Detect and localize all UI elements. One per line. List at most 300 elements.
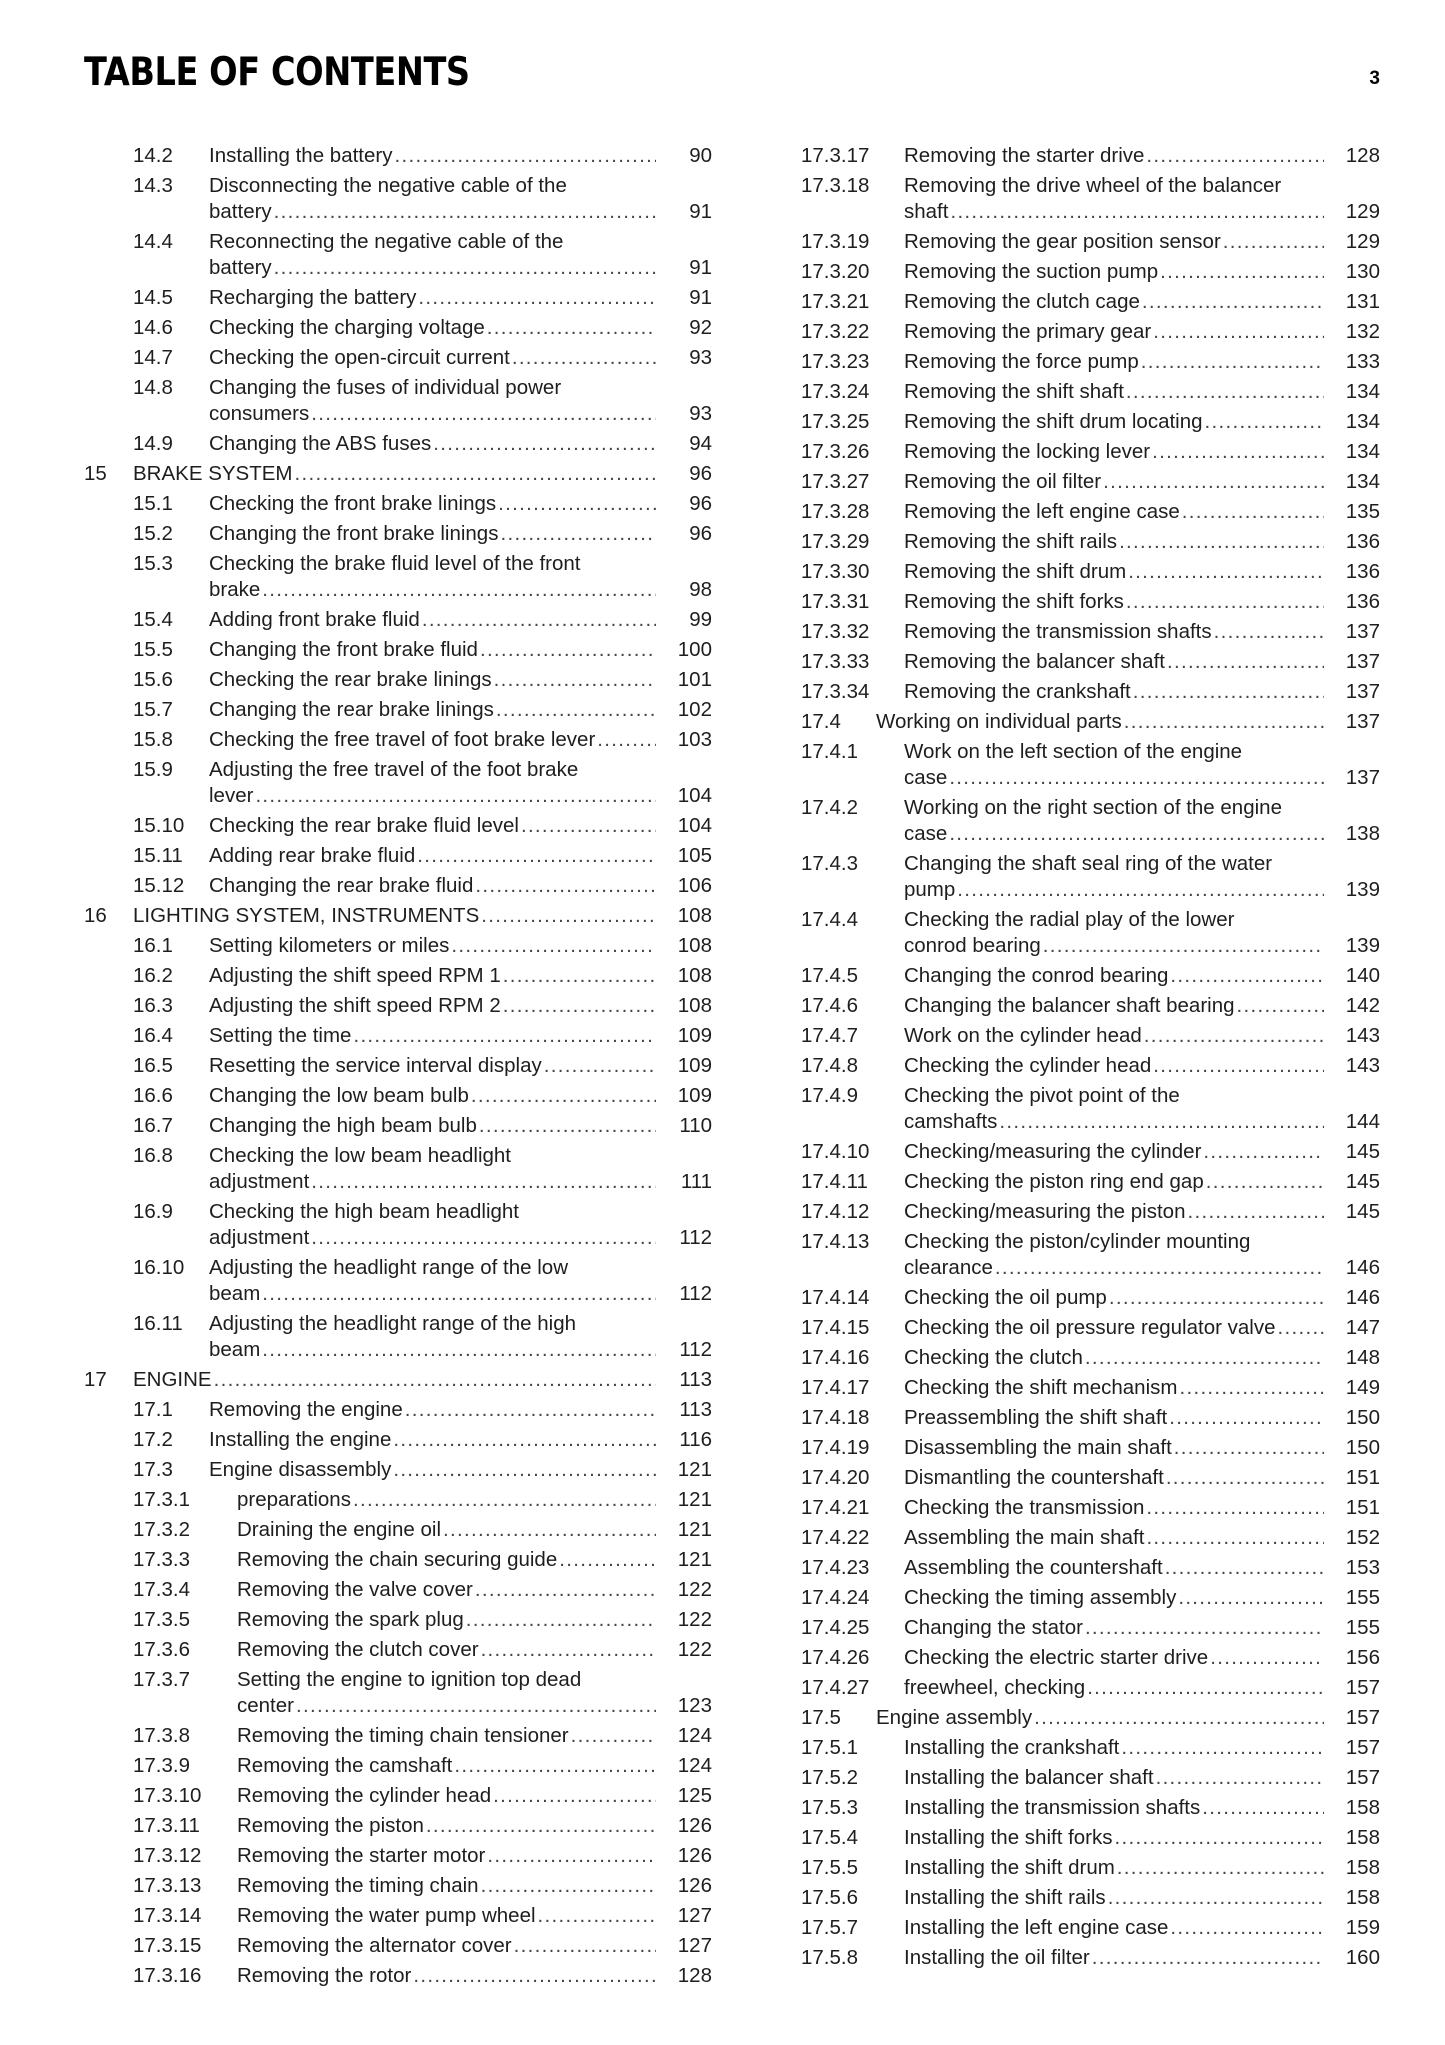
toc-entry-page: 136 [1345, 530, 1380, 553]
toc-entry-page: 129 [1345, 200, 1380, 223]
toc-entry-page: 142 [1345, 994, 1380, 1017]
toc-entry-number: 17.3.17 [801, 144, 870, 167]
toc-entry-page: 91 [689, 256, 712, 279]
toc-entry-title: battery [209, 256, 272, 279]
dot-leader [353, 1487, 656, 1513]
toc-entry-title: case [904, 766, 948, 789]
toc-entry-number: 17.3.15 [133, 1934, 202, 1957]
toc-entry-title: Checking the front brake linings [209, 492, 497, 515]
toc-entry-page: 151 [1345, 1496, 1380, 1519]
toc-entry-title: case [904, 822, 948, 845]
toc-entry-title: center [237, 1694, 294, 1717]
dot-leader [1043, 933, 1324, 959]
toc-entry-title: Removing the piston [237, 1814, 424, 1837]
dot-leader [481, 903, 656, 929]
toc-entry-number: 14.9 [133, 432, 173, 455]
dot-leader [1202, 1795, 1324, 1821]
toc-entry-page: 91 [689, 200, 712, 223]
toc-entry-title: Draining the engine oil [237, 1518, 441, 1541]
toc-entry-page: 103 [677, 728, 712, 751]
toc-entry-title: Checking/measuring the piston [904, 1200, 1186, 1223]
toc-entry-page: 96 [689, 462, 712, 485]
toc-entry-title: Checking the piston ring end gap [904, 1170, 1204, 1193]
toc-entry-title: Assembling the main shaft [904, 1526, 1145, 1549]
toc-entry-title: Changing the conrod bearing [904, 964, 1169, 987]
toc-entry-title: camshafts [904, 1110, 998, 1133]
toc-entry-title: Installing the oil filter [904, 1946, 1090, 1969]
page-title: TABLE OF CONTENTS [84, 50, 470, 95]
toc-entry-page: 109 [677, 1024, 712, 1047]
toc-entry-title: Working on the right section of the engine [904, 796, 1282, 819]
dot-leader [521, 813, 656, 839]
toc-entry-title: Checking the radial play of the lower [904, 908, 1235, 931]
toc-entry-title: Removing the balancer shaft [904, 650, 1165, 673]
toc-entry-number: 15.1 [133, 492, 173, 515]
toc-entry-page: 149 [1345, 1376, 1380, 1399]
page-header [84, 50, 1380, 100]
dot-leader [1119, 529, 1324, 555]
dot-leader [274, 199, 656, 225]
toc-entry-number: 17.3 [133, 1458, 173, 1481]
dot-leader [1156, 1765, 1324, 1791]
toc-entry-number: 16.2 [133, 964, 173, 987]
toc-entry-page: 156 [1345, 1646, 1380, 1669]
dot-leader [999, 1109, 1324, 1135]
dot-leader [957, 877, 1324, 903]
toc-entry-number: 17.3.5 [133, 1608, 190, 1631]
toc-entry-number: 17.5.3 [801, 1796, 858, 1819]
toc-entry-title: Removing the clutch cage [904, 290, 1140, 313]
toc-entry-title: Removing the transmission shafts [904, 620, 1212, 643]
toc-entry-title: Installing the left engine case [904, 1916, 1169, 1939]
toc-entry-page: 139 [1345, 934, 1380, 957]
dot-leader [1128, 559, 1324, 585]
dot-leader [1124, 709, 1324, 735]
toc-entry-page: 126 [677, 1814, 712, 1837]
toc-entry-page: 111 [680, 1170, 712, 1193]
dot-leader [417, 843, 656, 869]
toc-entry-page: 104 [677, 784, 712, 807]
toc-entry-title: Changing the rear brake linings [209, 698, 494, 721]
toc-entry-title: Checking the transmission [904, 1496, 1145, 1519]
toc-entry-page: 134 [1345, 410, 1380, 433]
toc-entry-title: Changing the low beam bulb [209, 1084, 469, 1107]
toc-entry-number: 17.3.23 [801, 350, 870, 373]
toc-entry-title: Removing the left engine case [904, 500, 1180, 523]
toc-entry-title: Checking the cylinder head [904, 1054, 1152, 1077]
toc-entry-number: 17.4.14 [801, 1286, 870, 1309]
toc-entry-number: 16.4 [133, 1024, 173, 1047]
dot-leader [296, 1693, 656, 1719]
toc-entry-title: Changing the ABS fuses [209, 432, 432, 455]
toc-entry-page: 99 [689, 608, 712, 631]
toc-entry-title: Installing the shift forks [904, 1826, 1113, 1849]
dot-leader [443, 1517, 656, 1543]
toc-entry-page: 112 [679, 1338, 712, 1361]
toc-entry-number: 17.4.18 [801, 1406, 870, 1429]
toc-entry-title: Removing the suction pump [904, 260, 1159, 283]
toc-entry-page: 112 [679, 1226, 712, 1249]
toc-entry-number: 15.5 [133, 638, 173, 661]
toc-entry-number: 17.4.16 [801, 1346, 870, 1369]
dot-leader [1108, 1885, 1324, 1911]
dot-leader [475, 1577, 656, 1603]
dot-leader [493, 1783, 656, 1809]
toc-entry-number: 17.3.18 [801, 174, 870, 197]
toc-entry-page: 93 [689, 402, 712, 425]
toc-entry-page: 157 [1345, 1706, 1380, 1729]
dot-leader [1115, 1825, 1324, 1851]
dot-leader [1133, 679, 1324, 705]
dot-leader [433, 431, 656, 457]
toc-entry-number: 17.5.2 [801, 1766, 858, 1789]
dot-leader [394, 143, 656, 169]
dot-leader [1141, 349, 1324, 375]
toc-entry-title: Installing the crankshaft [904, 1736, 1120, 1759]
toc-entry-number: 17.5.1 [801, 1736, 858, 1759]
dot-leader [451, 933, 656, 959]
toc-entry-number: 17.3.1 [133, 1488, 190, 1511]
toc-entry-page: 145 [1345, 1170, 1380, 1193]
toc-entry-title: Changing the shaft seal ring of the water [904, 852, 1273, 875]
toc-entry-title: Removing the oil filter [904, 470, 1102, 493]
dot-leader [426, 1813, 656, 1839]
dot-leader [413, 1963, 656, 1989]
toc-entry-page: 106 [677, 874, 712, 897]
toc-entry-page: 122 [677, 1608, 712, 1631]
toc-entry-title: ENGINE [133, 1368, 212, 1391]
toc-entry-title: Checking the pivot point of the [904, 1084, 1180, 1107]
toc-entry-number: 17.3.8 [133, 1724, 190, 1747]
toc-entry-page: 108 [677, 994, 712, 1017]
toc-entry-page: 158 [1345, 1856, 1380, 1879]
toc-entry-title: Removing the engine [209, 1398, 403, 1421]
toc-entry-page: 100 [677, 638, 712, 661]
toc-entry-number: 17.3.10 [133, 1784, 202, 1807]
dot-leader [481, 1873, 656, 1899]
dot-leader [597, 727, 656, 753]
dot-leader [1087, 1675, 1324, 1701]
dot-leader [1210, 1645, 1324, 1671]
dot-leader [1160, 259, 1324, 285]
toc-entry-number: 17.4.4 [801, 908, 858, 931]
toc-entry-number: 17.3.27 [801, 470, 870, 493]
dot-leader [1170, 1915, 1324, 1941]
toc-entry-number: 14.5 [133, 286, 173, 309]
dot-leader [466, 1607, 656, 1633]
dot-leader [1169, 1405, 1324, 1431]
toc-entry-title: Removing the shift rails [904, 530, 1118, 553]
toc-entry-title: Removing the starter motor [237, 1844, 486, 1867]
toc-entry-number: 17.3.25 [801, 410, 870, 433]
toc-entry-number: 16.7 [133, 1114, 173, 1137]
toc-entry-title: Setting the time [209, 1024, 352, 1047]
dot-leader [1203, 1139, 1324, 1165]
toc-entry-title: Removing the shift shaft [904, 380, 1124, 403]
toc-entry-title: Checking/measuring the cylinder [904, 1140, 1202, 1163]
toc-entry-page: 152 [1345, 1526, 1380, 1549]
toc-entry-title: Removing the locking lever [904, 440, 1151, 463]
toc-entry-title: Setting kilometers or miles [209, 934, 450, 957]
dot-leader [353, 1023, 656, 1049]
toc-entry-page: 143 [1345, 1054, 1380, 1077]
dot-leader [480, 637, 656, 663]
toc-entry-page: 93 [689, 346, 712, 369]
toc-entry-title: Removing the clutch cover [237, 1638, 479, 1661]
toc-entry-page: 150 [1345, 1436, 1380, 1459]
toc-entry-number: 17.4.17 [801, 1376, 870, 1399]
dot-leader [503, 993, 656, 1019]
dot-leader [1174, 1435, 1324, 1461]
dot-leader [1034, 1705, 1324, 1731]
dot-leader [995, 1255, 1324, 1281]
toc-entry-title: clearance [904, 1256, 993, 1279]
toc-entry-title: Installing the balancer shaft [904, 1766, 1154, 1789]
toc-entry-number: 17.4.11 [801, 1170, 868, 1193]
toc-entry-number: 16.11 [133, 1312, 183, 1335]
dot-leader [1237, 993, 1324, 1019]
toc-entry-number: 17.5 [801, 1706, 841, 1729]
toc-entry-number: 17.4.15 [801, 1316, 870, 1339]
toc-entry-title: Checking the shift mechanism [904, 1376, 1178, 1399]
dot-leader [1206, 1169, 1324, 1195]
dot-leader [1152, 439, 1324, 465]
dot-leader [295, 461, 657, 487]
toc-entry-page: 122 [677, 1638, 712, 1661]
toc-entry-title: Checking the low beam headlight [209, 1144, 511, 1167]
dot-leader [1167, 649, 1324, 675]
dot-leader [1146, 143, 1324, 169]
toc-entry-title: Installing the battery [209, 144, 393, 167]
toc-entry-number: 17.3.19 [801, 230, 870, 253]
toc-entry-number: 15 [84, 462, 107, 485]
dot-leader [500, 521, 656, 547]
dot-leader [255, 783, 656, 809]
toc-entry-number: 15.12 [133, 874, 185, 897]
toc-entry-title: Disconnecting the negative cable of the [209, 174, 567, 197]
toc-entry-page: 145 [1345, 1200, 1380, 1223]
toc-entry-number: 17.3.26 [801, 440, 870, 463]
toc-entry-number: 17.4.7 [801, 1024, 858, 1047]
toc-entry-title: Preassembling the shift shaft [904, 1406, 1168, 1429]
dot-leader [949, 765, 1324, 791]
toc-entry-title: Checking the clutch [904, 1346, 1083, 1369]
toc-entry-title: Checking the brake fluid level of the front [209, 552, 581, 575]
toc-entry-page: 123 [677, 1694, 712, 1717]
toc-entry-title: Resetting the service interval display [209, 1054, 542, 1077]
dot-leader [1126, 589, 1324, 615]
toc-entry-title: LIGHTING SYSTEM, INSTRUMENTS [133, 904, 480, 927]
toc-entry-number: 14.7 [133, 346, 173, 369]
toc-entry-page: 137 [1345, 650, 1380, 673]
toc-entry-page: 143 [1345, 1024, 1380, 1047]
toc-entry-page: 158 [1345, 1826, 1380, 1849]
toc-entry-title: Adjusting the headlight range of the high [209, 1312, 576, 1335]
toc-entry-page: 96 [689, 492, 712, 515]
toc-entry-title: Dismantling the countershaft [904, 1466, 1164, 1489]
dot-leader [262, 1337, 656, 1363]
toc-entry-number: 17.3.9 [133, 1754, 190, 1777]
dot-leader [262, 577, 656, 603]
toc-entry-page: 121 [677, 1518, 712, 1541]
toc-entry-title: Reconnecting the negative cable of the [209, 230, 564, 253]
toc-entry-title: Changing the high beam bulb [209, 1114, 477, 1137]
dot-leader [949, 821, 1324, 847]
toc-entry-number: 17.3.22 [801, 320, 870, 343]
dot-leader [1085, 1615, 1324, 1641]
toc-entry-title: Adjusting the shift speed RPM 1 [209, 964, 501, 987]
dot-leader [487, 315, 656, 341]
toc-entry-number: 17.3.30 [801, 560, 870, 583]
toc-entry-title: adjustment [209, 1170, 310, 1193]
toc-entry-page: 160 [1345, 1946, 1380, 1969]
toc-entry-title: Removing the valve cover [237, 1578, 473, 1601]
toc-entry-page: 121 [677, 1488, 712, 1511]
toc-entry-title: Working on individual parts [876, 710, 1122, 733]
toc-entry-number: 17.5.4 [801, 1826, 858, 1849]
dot-leader [405, 1397, 656, 1423]
toc-entry-title: brake [209, 578, 261, 601]
toc-entry-page: 157 [1345, 1766, 1380, 1789]
page-number: 3 [1369, 68, 1380, 89]
toc-entry-number: 17.3.16 [133, 1964, 202, 1987]
toc-entry-number: 14.4 [133, 230, 173, 253]
toc-entry-number: 17.3.7 [133, 1668, 190, 1691]
toc-entry-title: Adjusting the headlight range of the low [209, 1256, 569, 1279]
toc-entry-page: 133 [1345, 350, 1380, 373]
toc-entry-title: Recharging the battery [209, 286, 417, 309]
dot-leader [1085, 1345, 1324, 1371]
toc-entry-title: Checking the oil pump [904, 1286, 1107, 1309]
dot-leader [1214, 619, 1324, 645]
toc-entry-title: adjustment [209, 1226, 310, 1249]
toc-entry-page: 108 [677, 904, 712, 927]
dot-leader [418, 285, 656, 311]
toc-entry-number: 17.3.21 [801, 290, 870, 313]
toc-entry-title: Changing the fuses of individual power [209, 376, 562, 399]
toc-entry-page: 128 [677, 1964, 712, 1987]
toc-entry-page: 134 [1345, 380, 1380, 403]
toc-entry-title: Disassembling the main shaft [904, 1436, 1172, 1459]
toc-entry-title: Removing the shift forks [904, 590, 1124, 613]
dot-leader [1153, 319, 1324, 345]
toc-entry-number: 17.4.23 [801, 1556, 870, 1579]
toc-entry-page: 96 [689, 522, 712, 545]
dot-leader [1153, 1053, 1324, 1079]
toc-entry-page: 113 [679, 1398, 712, 1421]
toc-entry-title: Adding front brake fluid [209, 608, 420, 631]
toc-entry-title: Removing the force pump [904, 350, 1139, 373]
dot-leader [1166, 1465, 1324, 1491]
toc-entry-title: Adjusting the free travel of the foot brake [209, 758, 579, 781]
toc-entry-page: 146 [1345, 1256, 1380, 1279]
toc-entry-number: 17.3.2 [133, 1518, 190, 1541]
toc-entry-number: 17.4.25 [801, 1616, 870, 1639]
toc-entry-title: Removing the primary gear [904, 320, 1152, 343]
toc-entry-title: Checking the free travel of foot brake lever [209, 728, 596, 751]
toc-entry-title: Removing the chain securing guide [237, 1548, 558, 1571]
toc-entry-title: Changing the balancer shaft bearing [904, 994, 1235, 1017]
toc-entry-title: Setting the engine to ignition top dead [237, 1668, 582, 1691]
toc-entry-number: 16.9 [133, 1200, 173, 1223]
toc-entry-page: 137 [1345, 710, 1380, 733]
toc-entry-number: 17.4.12 [801, 1200, 870, 1223]
toc-entry-number: 15.7 [133, 698, 173, 721]
toc-entry-number: 17.4.26 [801, 1646, 870, 1669]
toc-entry-title: Adding rear brake fluid [209, 844, 416, 867]
toc-entry-page: 125 [677, 1784, 712, 1807]
dot-leader [1187, 1199, 1324, 1225]
toc-entry-number: 16 [84, 904, 107, 927]
toc-entry-title: Removing the cylinder head [237, 1784, 492, 1807]
toc-entry-number: 15.8 [133, 728, 173, 751]
toc-entry-title: Changing the rear brake fluid [209, 874, 474, 897]
toc-entry-number: 17.5.8 [801, 1946, 858, 1969]
toc-entry-number: 17.3.14 [133, 1904, 202, 1927]
toc-entry-page: 105 [677, 844, 712, 867]
toc-entry-page: 158 [1345, 1796, 1380, 1819]
toc-entry-title: Removing the crankshaft [904, 680, 1131, 703]
toc-entry-title: Installing the transmission shafts [904, 1796, 1201, 1819]
toc-entry-number: 17.3.20 [801, 260, 870, 283]
dot-leader [1223, 229, 1324, 255]
toc-entry-title: Removing the camshaft [237, 1754, 453, 1777]
dot-leader [471, 1083, 656, 1109]
toc-entry-page: 116 [679, 1428, 712, 1451]
dot-leader [262, 1281, 656, 1307]
toc-entry-title: Removing the timing chain [237, 1874, 479, 1897]
dot-leader [487, 1843, 656, 1869]
dot-leader [1144, 1023, 1324, 1049]
toc-entry-page: 131 [1345, 290, 1380, 313]
toc-entry-page: 158 [1345, 1886, 1380, 1909]
toc-entry-number: 16.6 [133, 1084, 173, 1107]
dot-leader [1178, 1585, 1324, 1611]
toc-entry-page: 126 [677, 1844, 712, 1867]
toc-entry-page: 148 [1345, 1346, 1380, 1369]
toc-entry-number: 17.3.28 [801, 500, 870, 523]
toc-entry-page: 159 [1345, 1916, 1380, 1939]
toc-entry-page: 137 [1345, 620, 1380, 643]
dot-leader [571, 1723, 656, 1749]
toc-entry-page: 146 [1345, 1286, 1380, 1309]
dot-leader [1126, 379, 1324, 405]
toc-entry-title: Removing the rotor [237, 1964, 412, 1987]
toc-entry-title: Checking the oil pressure regulator valve [904, 1316, 1276, 1339]
toc-entry-number: 15.10 [133, 814, 185, 837]
toc-entry-page: 127 [677, 1904, 712, 1927]
toc-entry-number: 17.5.7 [801, 1916, 858, 1939]
toc-entry-title: Checking the charging voltage [209, 316, 485, 339]
toc-entry-title: BRAKE SYSTEM [133, 462, 293, 485]
toc-entry-number: 15.6 [133, 668, 173, 691]
toc-entry-page: 136 [1345, 560, 1380, 583]
toc-entry-page: 157 [1345, 1676, 1380, 1699]
dot-leader [512, 345, 656, 371]
dot-leader [1277, 1315, 1324, 1341]
toc-entry-number: 17.3.3 [133, 1548, 190, 1571]
dot-leader [1092, 1945, 1324, 1971]
toc-entry-number: 17.4.21 [801, 1496, 870, 1519]
dot-leader [311, 1169, 656, 1195]
toc-entry-page: 137 [1345, 680, 1380, 703]
toc-entry-page: 112 [679, 1282, 712, 1305]
toc-entry-number: 17.3.31 [801, 590, 870, 613]
dot-leader [498, 491, 656, 517]
toc-entry-number: 17.3.33 [801, 650, 870, 673]
toc-entry-number: 17.4.20 [801, 1466, 870, 1489]
toc-entry-number: 17.4.22 [801, 1526, 870, 1549]
